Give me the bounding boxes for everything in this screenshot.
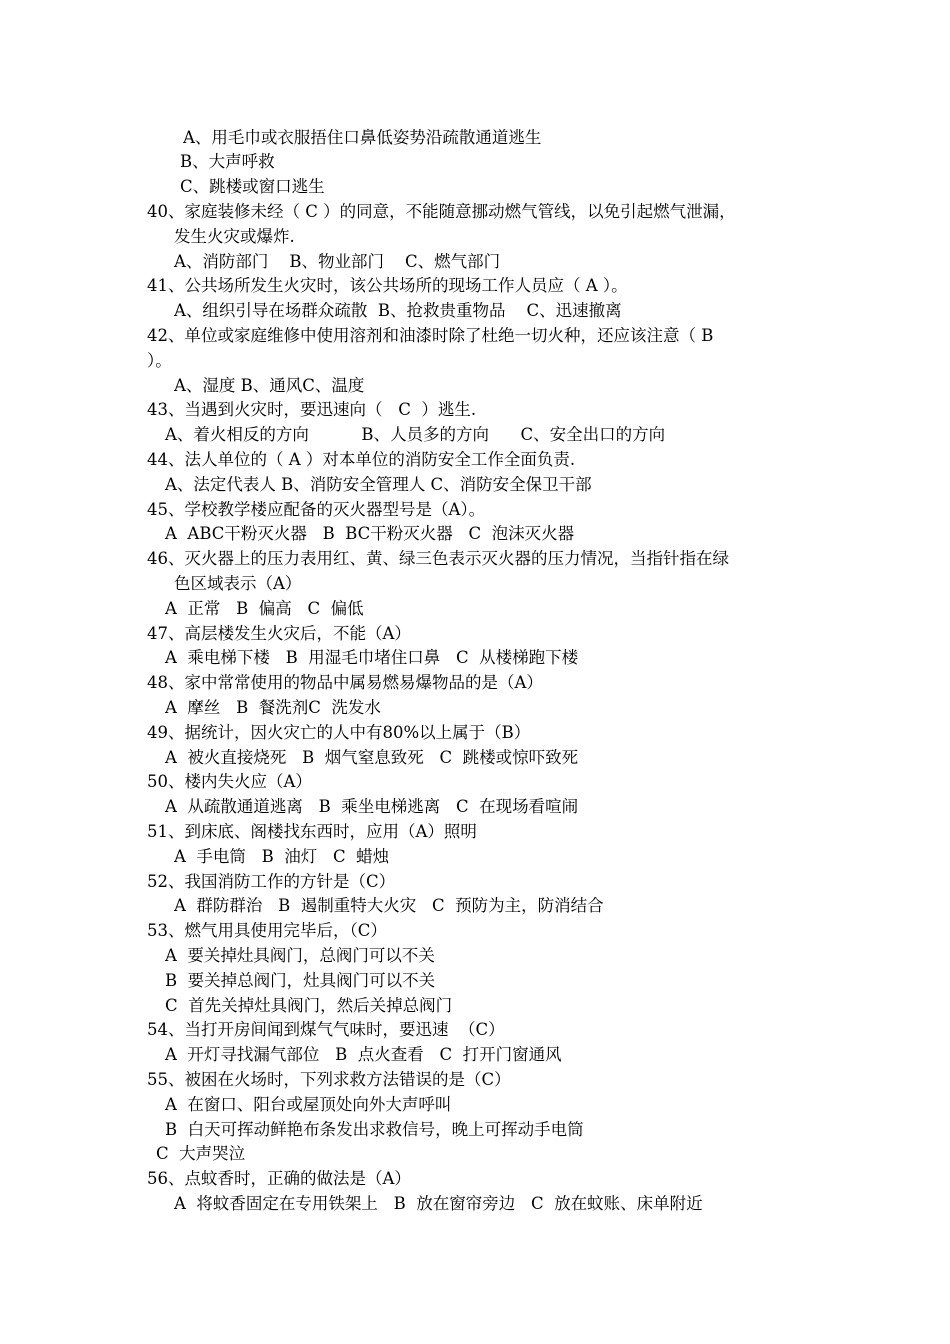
option-line: A 正常 B 偏高 C 偏低	[165, 599, 364, 618]
question-line: 48、家中常常使用的物品中属易燃易爆物品的是（A）	[147, 673, 543, 692]
question-line: 40、家庭装修未经（ C ）的同意，不能随意挪动燃气管线，以免引起燃气泄漏，	[147, 202, 736, 221]
option-line: A、湿度 B、通风C、温度	[174, 376, 365, 395]
question-line: 55、被困在火场时，下列求救方法错误的是（C）	[147, 1070, 511, 1089]
option-line: A ABC干粉灭火器 B BC干粉灭火器 C 泡沫灭火器	[165, 524, 575, 543]
option-line: B、大声呼救	[180, 152, 275, 171]
question-line: 54、当打开房间闻到煤气气味时，要迅速 （C）	[147, 1020, 505, 1039]
option-line: A、法定代表人 B、消防安全管理人 C、消防安全保卫干部	[165, 475, 592, 494]
question-line: 46、灭火器上的压力表用红、黄、绿三色表示灭火器的压力情况，当指针指在绿	[147, 549, 729, 568]
question-line: 51、到床底、阁楼找东西时，应用（A）照明	[147, 822, 477, 841]
option-line: A 乘电梯下楼 B 用湿毛巾堵住口鼻 C 从楼梯跑下楼	[165, 648, 579, 667]
question-line: 41、公共场所发生火灾时，该公共场所的现场工作人员应（ A ）。	[147, 276, 628, 295]
option-line: B 白天可挥动鲜艳布条发出求救信号，晚上可挥动手电筒	[165, 1120, 584, 1139]
option-line: A、着火相反的方向 B、人员多的方向 C、安全出口的方向	[165, 425, 666, 444]
option-line: A 在窗口、阳台或屋顶处向外大声呼叫	[165, 1095, 452, 1114]
option-line: C 大声哭泣	[156, 1144, 246, 1163]
option-line: A 群防群治 B 遏制重特大火灾 C 预防为主，防消结合	[174, 896, 604, 915]
question-line: 42、单位或家庭维修中使用溶剂和油漆时除了杜绝一切火种，还应该注意（ B	[147, 326, 714, 345]
question-line: 45、学校教学楼应配备的灭火器型号是（A）。	[147, 500, 486, 519]
option-line: A、消防部门 B、物业部门 C、燃气部门	[174, 252, 501, 271]
question-continuation: 发生火灾或爆炸.	[174, 227, 295, 246]
option-line: A、组织引导在场群众疏散 B、抢救贵重物品 C、迅速撤离	[174, 301, 622, 320]
question-line: 53、燃气用具使用完毕后，（C）	[147, 921, 387, 940]
question-continuation: ）。	[147, 351, 172, 370]
option-line: A 被火直接烧死 B 烟气窒息致死 C 跳楼或惊吓致死	[165, 748, 579, 767]
question-line: 56、点蚊香时，正确的做法是（A）	[147, 1169, 411, 1188]
option-line: A、用毛巾或衣服捂住口鼻低姿势沿疏散通道逃生	[183, 128, 542, 147]
option-line: A 从疏散通道逃离 B 乘坐电梯逃离 C 在现场看喧闹	[165, 797, 579, 816]
option-line: A 摩丝 B 餐洗剂C 洗发水	[165, 698, 381, 717]
question-line: 43、当遇到火灾时，要迅速向（ C ）逃生.	[147, 400, 477, 419]
option-line: C、跳楼或窗口逃生	[180, 177, 325, 196]
question-line: 47、高层楼发生火灾后，不能（A）	[147, 624, 411, 643]
option-line: A 开灯寻找漏气部位 B 点火查看 C 打开门窗通风	[165, 1045, 562, 1064]
question-line: 49、据统计，因火灾亡的人中有80%以上属于（B）	[147, 723, 531, 742]
option-line: B 要关掉总阀门，灶具阀门可以不关	[165, 971, 436, 990]
question-line: 50、楼内失火应（A）	[147, 772, 312, 791]
question-continuation: 色区域表示（A）	[174, 574, 302, 593]
option-line: A 将蚊香固定在专用铁架上 B 放在窗帘旁边 C 放在蚊账、床单附近	[174, 1194, 703, 1213]
option-line: A 手电筒 B 油灯 C 蜡烛	[174, 847, 390, 866]
option-line: A 要关掉灶具阀门，总阀门可以不关	[165, 946, 435, 965]
option-line: C 首先关掉灶具阀门，然后关掉总阀门	[165, 996, 453, 1015]
question-line: 52、我国消防工作的方针是（C）	[147, 872, 396, 891]
question-line: 44、法人单位的（ A ）对本单位的消防安全工作全面负责.	[147, 450, 576, 469]
